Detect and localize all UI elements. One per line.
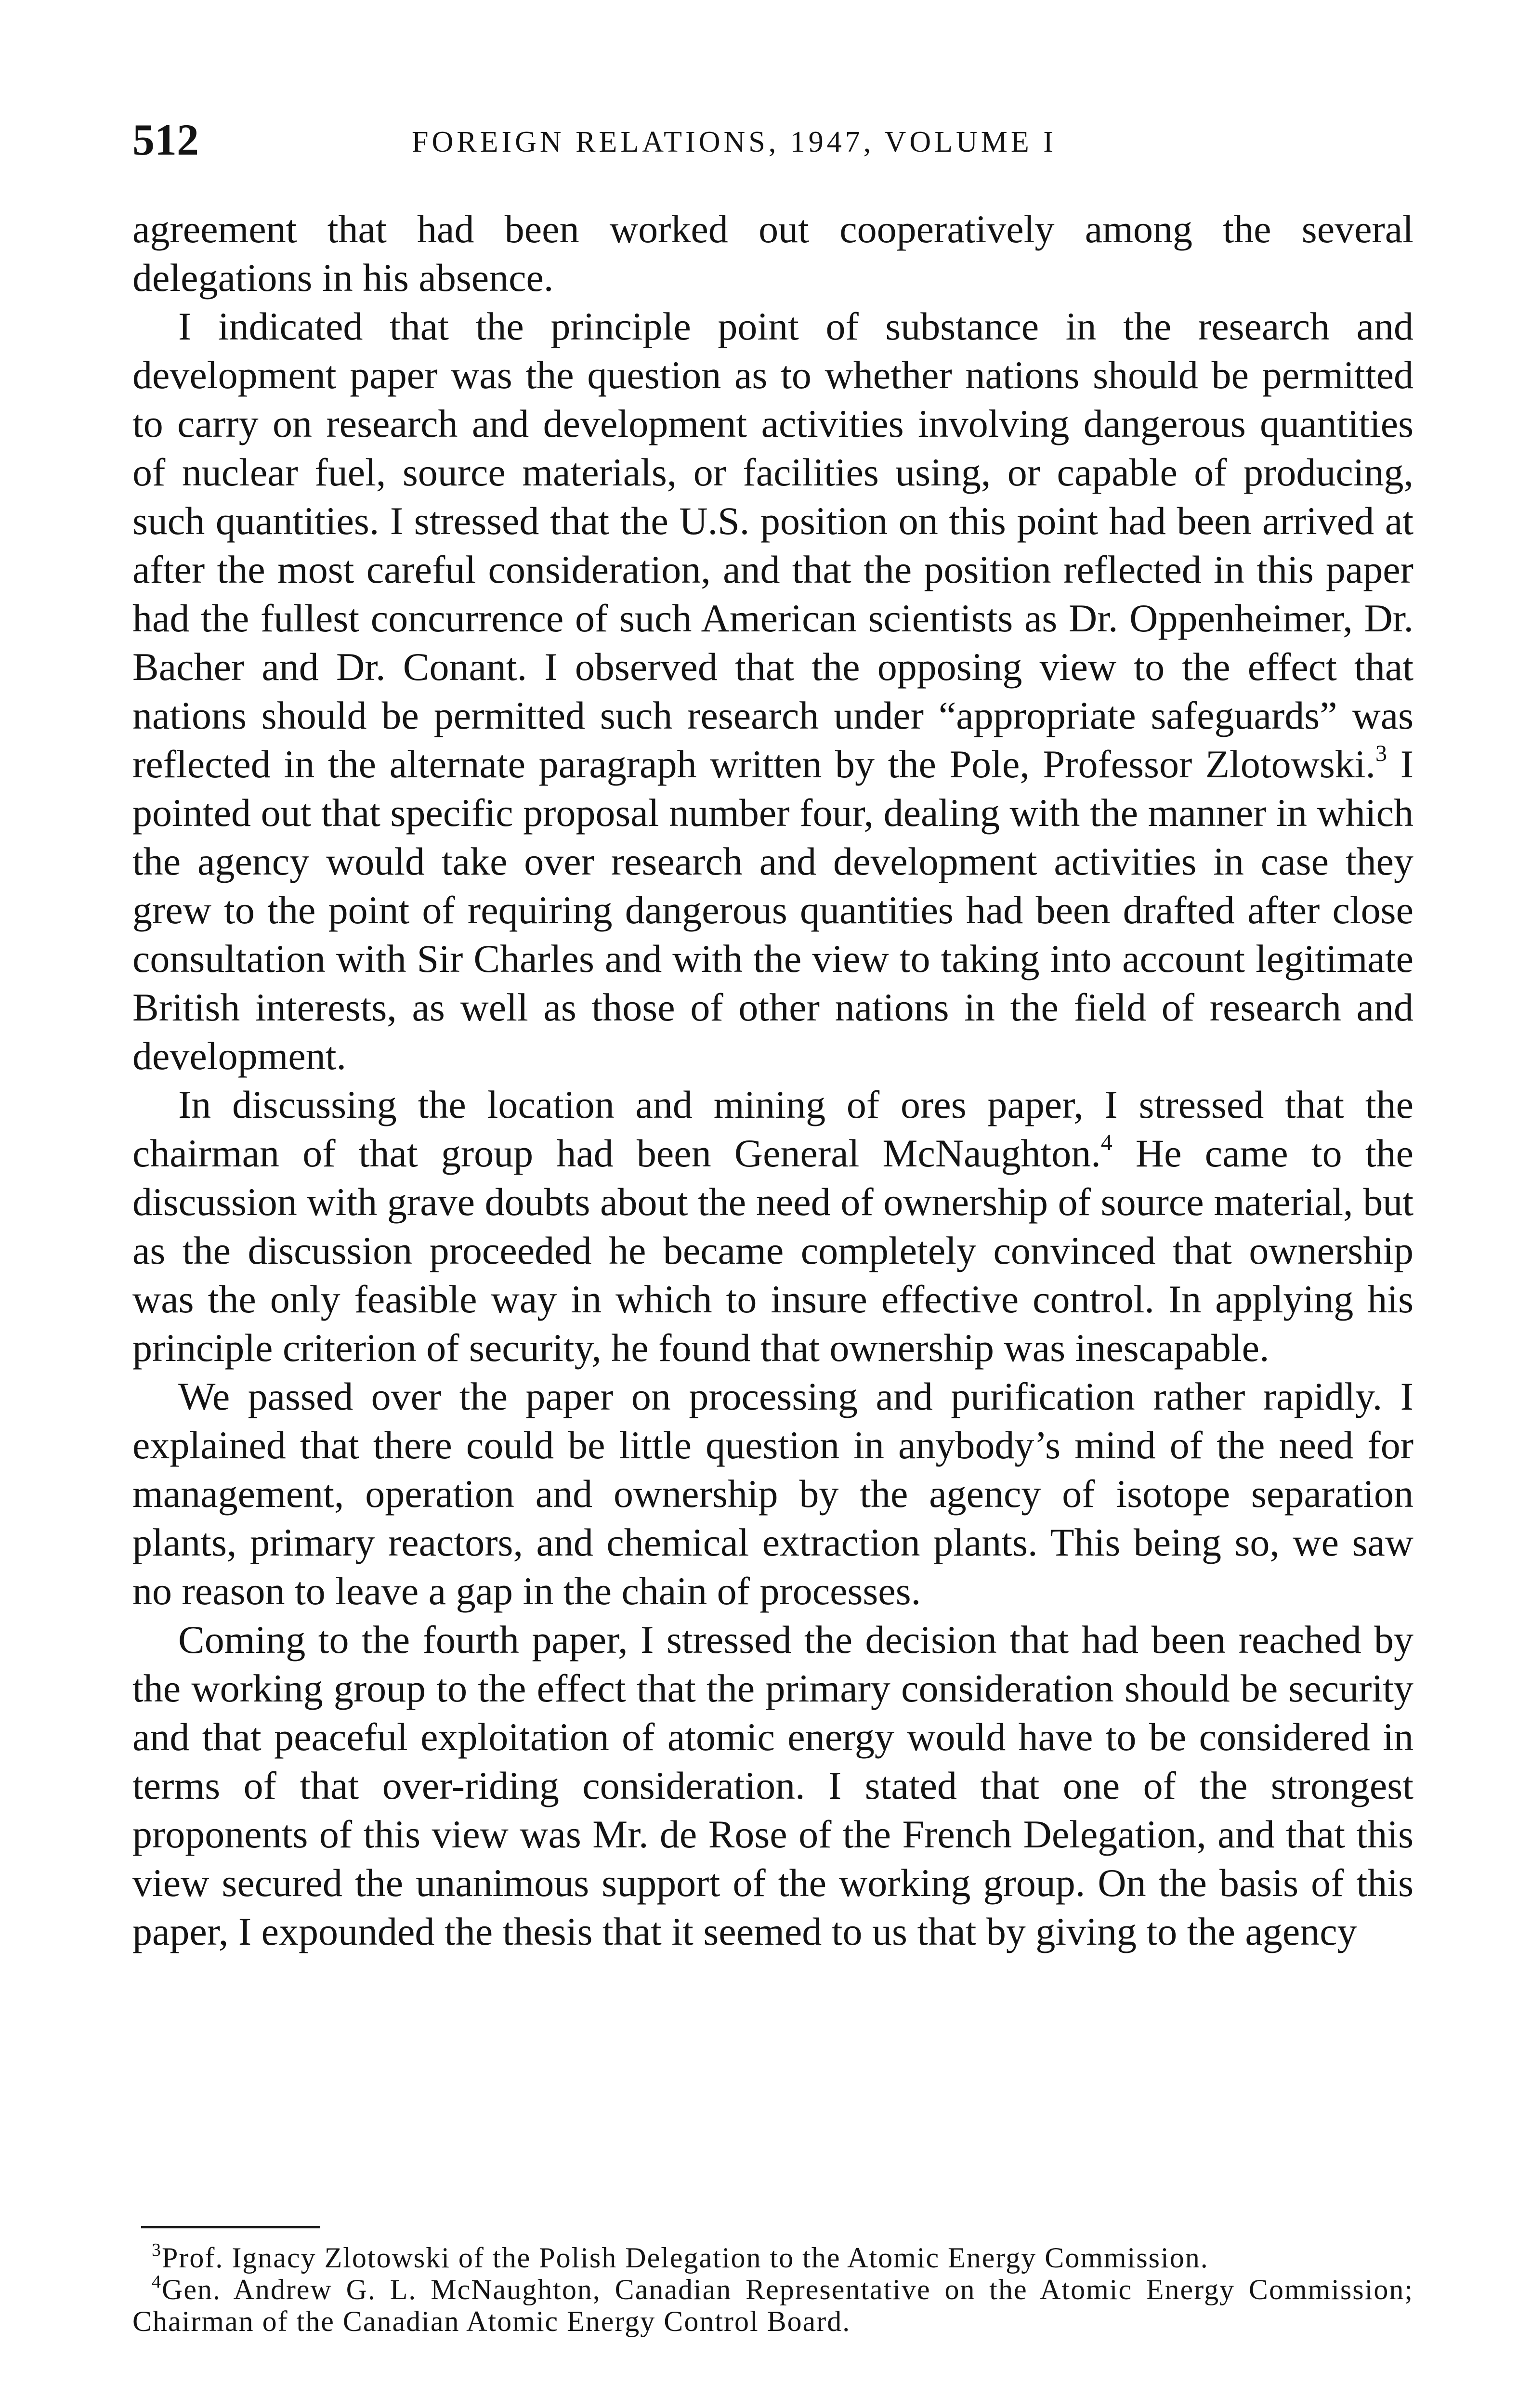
footnote-ref-3: 3: [1375, 741, 1387, 766]
paragraph-fourth-paper: [132, 1615, 1413, 1956]
paragraph-text: We passed over the paper on processing and purification rather rapidly. I explained that there could be little question in anybody’s mind of the need for management, operation and ownership by the agency of isotope separation plants, primary reactors, and chemical extraction plants. This being so, we saw no reason to leave a gap in the chain of processes.: [132, 1374, 1413, 1613]
paragraph-text: I pointed out that specific proposal number four, dealing with the manner in which the agency would take over research and development activities in case they grew to the point of requiring dangerous quantities had been drafted after close consultation with Sir Charles and with the view to taking into account legitimate British interests, as well as those of other nations in the field of research and development.: [132, 742, 1413, 1078]
footnote-4: [132, 2274, 1413, 2337]
footnote-3: [132, 2242, 1413, 2274]
paragraph-mining-of-ores: [132, 1080, 1413, 1372]
paragraph-text: He came to the discussion with grave doubts about the need of ownership of source material, but as the discussion proceeded he became completely convinced that ownership was the only feasible way in which to insure effective control. In applying his principle criterion of security, he found that ownership was inescapable.: [132, 1131, 1413, 1370]
paragraph-processing-purification: [132, 1372, 1413, 1615]
body-text: [132, 205, 1413, 1956]
paragraph-text: In discussing the location and mining of ores paper, I stressed that the chairman of that group had been General McNaughton.: [132, 1083, 1413, 1175]
page-header: [132, 111, 1413, 169]
footnote-divider: [141, 2226, 320, 2228]
document-page: [132, 0, 1413, 2408]
paragraph-continuation: [132, 205, 1413, 302]
page-number: 512: [132, 115, 199, 164]
footnote-text: Gen. Andrew G. L. McNaughton, Canadian Representative on the Atomic Energy Commission; Chairman of the Canadian Atomic Energy Control Board.: [132, 2274, 1413, 2337]
paragraph-text: agreement that had been worked out cooperatively among the several delegations in his absence.: [132, 207, 1413, 300]
footnote-marker: 4: [152, 2272, 162, 2292]
footnotes: [132, 2242, 1413, 2337]
paragraph-text: Coming to the fourth paper, I stressed the decision that had been reached by the working group to the effect that the primary consideration should be security and that peaceful exploitation of atomic energy would have to be considered in terms of that over-riding consideration. I stated that one of the strongest proponents of this view was Mr. de Rose of the French Delegation, and that this view secured the unanimous support of the working group. On the basis of this paper, I expounded the thesis that it seemed to us that by giving to the agency: [132, 1618, 1413, 1953]
running-head: FOREIGN RELATIONS, 1947, VOLUME I: [412, 126, 1057, 158]
paragraph-research-development: [132, 302, 1413, 1080]
footnote-marker: 3: [152, 2240, 162, 2260]
footnote-ref-4: 4: [1100, 1130, 1112, 1155]
paragraph-text: I indicated that the principle point of substance in the research and development paper was the question as to whether nations should be permitted to carry on research and development activities involving dangerous quantities of nuclear fuel, source materials, or facilities using, or capable of producing, such quantities. I stressed that the U.S. position on this point had been arrived at after the most careful consideration, and that the position reflected in this paper had the fullest concurrence of such American scientists as Dr. Oppenheimer, Dr. Bacher and Dr. Conant. I observed that the opposing view to the effect that nations should be permitted such research under “appropriate safeguards” was reflected in the alternate paragraph written by the Pole, Professor Zlotowski.: [132, 304, 1413, 786]
footnote-text: Prof. Ignacy Zlotowski of the Polish Delegation to the Atomic Energy Commission.: [162, 2242, 1209, 2274]
